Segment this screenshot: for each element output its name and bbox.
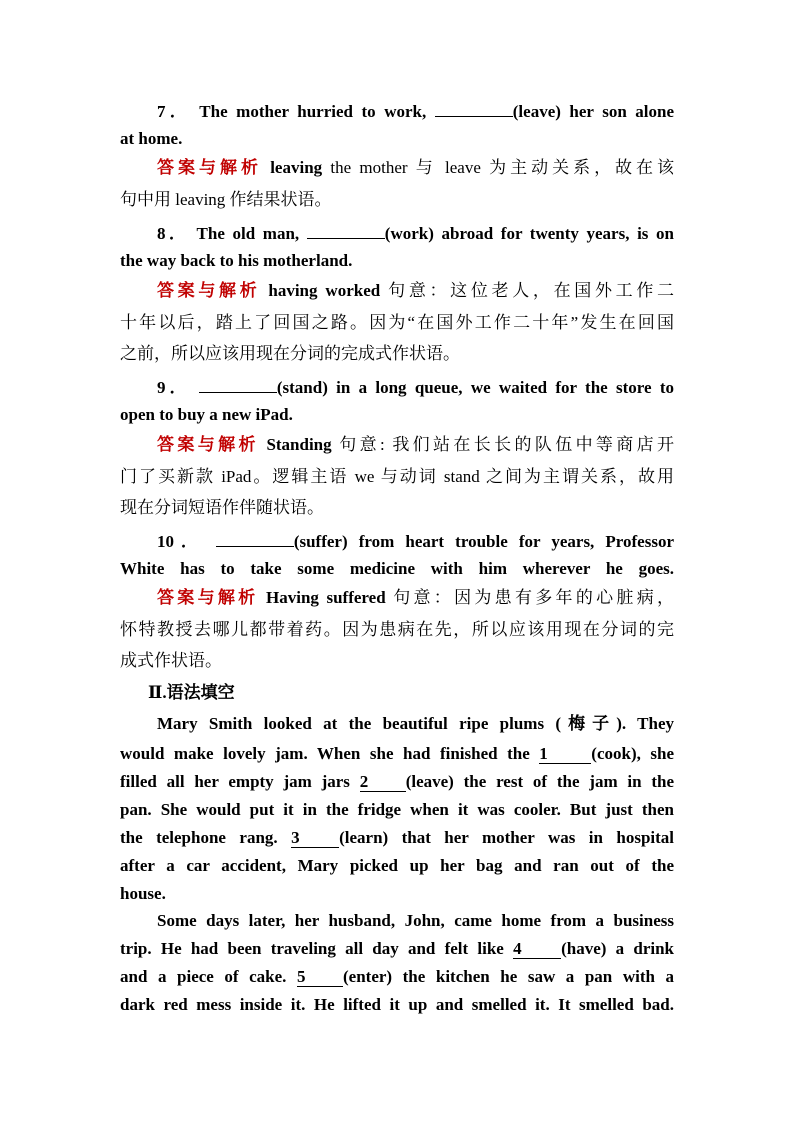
answer-label: 答案与解析 — [157, 281, 261, 300]
q7-answer: 答案与解析 leaving the mother 与 leave 为主动关系，故在该 — [157, 158, 675, 177]
q8-line1: 8． The old man, (work) abroad for twenty years, is on — [157, 224, 674, 243]
passage-line: and a piece of cake. 5 (enter) the kitchen he saw a pan with a — [120, 967, 674, 986]
q9-line2: open to buy a new iPad. — [120, 405, 293, 424]
passage-line: Some days later, her husband, John, came home from a business — [157, 911, 674, 930]
q7-explanation: 句中用 leaving 作结果状语。 — [120, 190, 332, 209]
q9-explanation: 门了买新款 iPad。逻辑主语 we 与动词 stand 之间为主谓关系，故用 — [120, 467, 674, 486]
q8-answer: 答案与解析 having worked 句意：这位老人，在国外工作二 — [157, 281, 675, 300]
q10-answer-text: Having suffered — [266, 588, 386, 607]
q10-number: 10． — [157, 532, 205, 551]
passage-line: the telephone rang. 3 (learn) that her mother was in hospital — [120, 828, 675, 847]
passage-line: Mary Smith looked at the beautiful ripe plums (梅子). They — [157, 714, 674, 733]
q9-answer-text: Standing — [266, 435, 332, 454]
passage-line: filled all her empty jam jars 2 (leave) the rest of the jam in the — [120, 772, 675, 791]
blank-3: 3 — [291, 829, 339, 848]
q9-answer: 答案与解析 Standing 句意: 我们站在长长的队伍中等商店开 — [157, 435, 675, 454]
blank-4: 4 — [513, 940, 561, 959]
q7-blank — [435, 100, 513, 117]
passage-line: pan. She would put it in the fridge when it was cooler. But just then — [120, 800, 674, 819]
blank-1: 1 — [539, 745, 591, 764]
q9-explanation: 现在分词短语作伴随状语。 — [120, 498, 324, 517]
q8-answer-text: having worked — [268, 281, 381, 300]
q8-number: 8． — [157, 224, 190, 243]
q8-line2: the way back to his motherland. — [120, 251, 353, 270]
q9-blank — [199, 376, 277, 393]
q8-explanation: 之前，所以应该用现在分词的完成式作状语。 — [120, 344, 460, 363]
q7-number: 7． — [157, 102, 192, 121]
passage-line: after a car accident, Mary picked up her bag and ran out of the — [120, 856, 674, 875]
section-title: Ⅱ.语法填空 — [148, 683, 235, 702]
q9-line1: 9． (stand) in a long queue, we waited for the store to — [157, 378, 674, 397]
q10-explanation: 怀特教授去哪儿都带着药。因为患病在先，所以应该用现在分词的完 — [120, 620, 674, 639]
q7-line1: 7． The mother hurried to work, (leave) her son alone — [157, 102, 675, 121]
q9-number: 9． — [157, 378, 191, 397]
passage-line: trip. He had been traveling all day and felt like 4 (have) a drink — [120, 939, 675, 958]
blank-2: 2 — [360, 773, 406, 792]
q10-blank — [216, 530, 294, 547]
q10-line1: 10． (suffer) from heart trouble for years, Professor — [157, 532, 675, 551]
answer-label: 答案与解析 — [157, 435, 259, 454]
answer-label: 答案与解析 — [157, 158, 262, 177]
q8-explanation: 十年以后，踏上了回国之路。因为“在国外工作二十年”发生在回国 — [120, 313, 674, 332]
answer-label: 答案与解析 — [157, 588, 259, 607]
blank-5: 5 — [297, 968, 343, 987]
q7-answer-text: leaving — [270, 158, 323, 177]
passage-line: dark red mess inside it. He lifted it up and smelled it. It smelled bad. — [120, 995, 674, 1014]
q7-line2: at home. — [120, 129, 183, 148]
q8-blank — [307, 222, 385, 239]
q10-line2: White has to take some medicine with him wherever he goes. — [120, 559, 674, 578]
q10-answer: 答案与解析 Having suffered 句意：因为患有多年的心脏病， — [157, 588, 675, 607]
q10-explanation: 成式作状语。 — [120, 651, 222, 670]
passage-line: house. — [120, 884, 166, 903]
passage-line: would make lovely jam. When she had finished the 1 (cook), she — [120, 744, 674, 763]
